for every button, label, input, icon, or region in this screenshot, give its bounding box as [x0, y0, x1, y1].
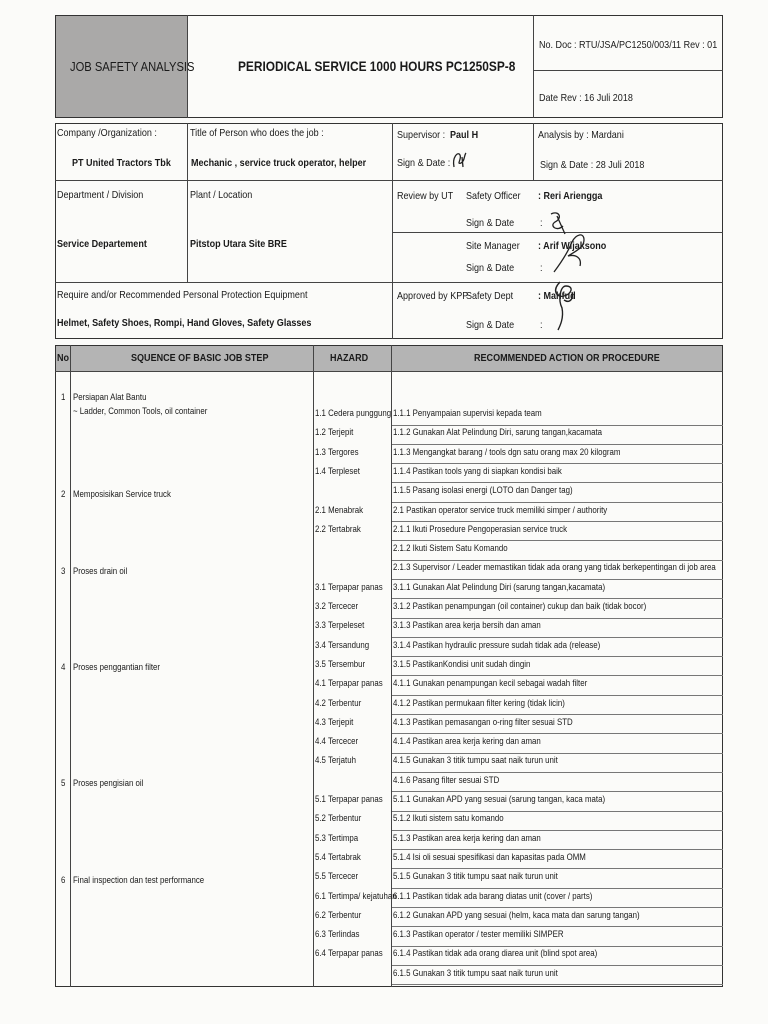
action-row-divider	[392, 695, 723, 696]
step-name: Proses pengisian oil	[73, 778, 144, 789]
col-header-hazard: HAZARD	[330, 352, 369, 364]
hazard-item: 2.1 Menabrak	[315, 504, 364, 516]
action-item: 3.1.3 Pastikan area kerja bersih dan aman	[393, 620, 541, 632]
supervisor-sign-date: Sign & Date :	[397, 157, 451, 169]
hazard-item: 3.2 Tercecer	[315, 601, 359, 612]
action-item: 6.1.4 Pastikan tidak ada orang diarea unit (blind spot area)	[393, 948, 598, 960]
hazard-item: 6.3 Terlindas	[315, 929, 360, 941]
action-row-divider	[392, 444, 723, 445]
action-item: 2.1 Pastikan operator service truck memiliki simper / authority	[393, 504, 608, 516]
hazard-item: 6.1 Tertimpa/ kejatuhan	[315, 890, 397, 902]
action-item: 4.1.3 Pastikan pemasangan o-ring filter sesuai STD	[393, 716, 573, 728]
action-row-divider	[392, 463, 723, 464]
hazard-item: 5.5 Tercecer	[315, 871, 359, 883]
action-item: 4.1.6 Pasang filter sesuai STD	[393, 774, 500, 786]
action-item: 2.1.1 Ikuti Prosedure Pengoperasian service truck	[393, 523, 568, 535]
step-name: Final inspection dan test performance	[73, 874, 205, 886]
info-box	[55, 123, 723, 339]
analysis-sign-date: Sign & Date : 28 Juli 2018	[540, 159, 645, 171]
hazard-item: 4.1 Terpapar panas	[315, 678, 383, 690]
hazard-item: 1.4 Terpleset	[315, 465, 360, 477]
action-item: 3.1.4 Pastikan hydraulic pressure sudah tidak ada (release)	[393, 639, 601, 651]
action-row-divider	[392, 791, 723, 792]
site-manager-label: Site Manager	[466, 240, 520, 252]
action-row-divider	[392, 984, 723, 985]
action-row-divider	[392, 656, 723, 657]
title-person-value: Mechanic , service truck operator, helper	[191, 157, 367, 169]
action-item: 6.1.1 Pastikan tidak ada barang diatas unit (cover / parts)	[393, 890, 593, 902]
site-manager-sign-label: Sign & Date	[466, 262, 515, 274]
department-label: Department / Division	[57, 189, 144, 201]
action-item: 2.1.2 Ikuti Sistem Satu Komando	[393, 543, 508, 555]
hazard-item: 2.2 Tertabrak	[315, 523, 361, 535]
action-item: 4.1.1 Gunakan penampungan kecil sebagai wadah filter	[393, 678, 588, 690]
action-item: 2.1.3 Supervisor / Leader memastikan tidak ada orang yang tidak berkepentingan di job area	[393, 562, 716, 574]
plant-label: Plant / Location	[190, 189, 253, 201]
action-row-divider	[392, 811, 723, 812]
safety-officer-sign-label: Sign & Date	[466, 217, 515, 229]
department-value: Service Departement	[57, 238, 147, 250]
step-name: Proses penggantian filter	[73, 662, 161, 674]
hazard-item: 5.2 Terbentur	[315, 813, 362, 825]
action-row-divider	[392, 753, 723, 754]
safety-dept-signature	[550, 278, 580, 332]
step-number: 4	[61, 662, 66, 674]
hazard-item: 5.1 Terpapar panas	[315, 794, 383, 805]
action-item: 1.1.3 Mengangkat barang / tools dgn satu orang max 20 kilogram	[393, 446, 621, 458]
safety-dept-sign-label: Sign & Date	[466, 319, 515, 331]
hazard-item: 4.3 Terjepit	[315, 716, 354, 728]
action-row-divider	[392, 618, 723, 619]
action-item: 4.1.5 Gunakan 3 titik tumpu saat naik turun unit	[393, 755, 558, 767]
company-label: Company /Organization :	[57, 127, 157, 139]
ppe-label: Require and/or Recommended Personal Protection Equipment	[57, 289, 308, 301]
action-row-divider	[392, 830, 723, 831]
site-manager-signature	[550, 228, 590, 276]
ppe-value: Helmet, Safety Shoes, Rompi, Hand Gloves, Safety Glasses	[57, 317, 312, 329]
safety-officer-label: Safety Officer	[466, 190, 521, 202]
action-row-divider	[392, 598, 723, 599]
step-number: 2	[61, 488, 66, 500]
step-number: 5	[61, 778, 66, 789]
analysis-by: Analysis by : Mardani	[538, 129, 624, 141]
action-item: 5.1.3 Pastikan area kerja kering dan aman	[393, 832, 541, 844]
hazard-item: 5.4 Tertabrak	[315, 851, 361, 863]
action-item: 6.1.5 Gunakan 3 titik tumpu saat naik turun unit	[393, 967, 558, 979]
hazard-item: 5.3 Tertimpa	[315, 832, 359, 844]
action-item: 4.1.2 Pastikan permukaan filter kering (tidak licin)	[393, 697, 565, 709]
hazard-item: 1.2 Terjepit	[315, 427, 354, 439]
hazard-item: 4.4 Tercecer	[315, 736, 359, 748]
action-row-divider	[392, 965, 723, 966]
col-header-action: RECOMMENDED ACTION OR PROCEDURE	[474, 352, 660, 364]
col-header-step: SQUENCE OF BASIC JOB STEP	[131, 352, 269, 364]
step-name: Memposisikan Service truck	[73, 488, 171, 500]
hazard-item: 4.2 Terbentur	[315, 697, 362, 709]
safety-officer-value: : Reri Ariengga	[538, 190, 603, 202]
site-manager-sign-colon: :	[540, 262, 543, 274]
title-person-label: Title of Person who does the job :	[190, 127, 324, 139]
step-name: Persiapan Alat Bantu	[73, 392, 147, 403]
action-row-divider	[392, 540, 723, 541]
step-number: 3	[61, 565, 66, 577]
hazard-item: 3.3 Terpeleset	[315, 620, 365, 632]
supervisor-signature	[448, 147, 472, 171]
action-item: 5.1.5 Gunakan 3 titik tumpu saat naik turun unit	[393, 871, 558, 883]
supervisor-value: Paul H	[450, 129, 479, 141]
action-item: 5.1.2 Ikuti sistem satu komando	[393, 813, 504, 825]
site-manager-value: : Arif Wijaksono	[538, 240, 607, 252]
action-row-divider	[392, 637, 723, 638]
action-item: 1.1.5 Pasang isolasi energi (LOTO dan Danger tag)	[393, 485, 573, 497]
action-row-divider	[392, 714, 723, 715]
action-row-divider	[392, 733, 723, 734]
step-number: 6	[61, 874, 66, 886]
review-by: Review by UT	[397, 190, 454, 202]
action-row-divider	[392, 907, 723, 908]
company-value: PT United Tractors Tbk	[72, 157, 171, 169]
action-item: 6.1.2 Gunakan APD yang sesuai (helm, kaca mata dan sarung tangan)	[393, 909, 640, 921]
safety-dept-value: : Mahfud	[538, 290, 576, 302]
hazard-item: 3.1 Terpapar panas	[315, 581, 383, 593]
action-row-divider	[392, 560, 723, 561]
action-item: 1.1.2 Gunakan Alat Pelindung Diri, sarung tangan,kacamata	[393, 427, 603, 439]
action-row-divider	[392, 849, 723, 850]
action-row-divider	[392, 482, 723, 483]
action-row-divider	[392, 425, 723, 426]
action-item: 6.1.3 Pastikan operator / tester memiliki SIMPER	[393, 929, 564, 941]
doc-number-label: No. Doc	[539, 39, 572, 51]
plant-value: Pitstop Utara Site BRE	[190, 238, 287, 250]
hazard-item: 1.1 Cedera punggung	[315, 408, 392, 419]
doc-number-value: : RTU/JSA/PC1250/003/11 Rev : 01	[574, 39, 718, 51]
step-name: Proses drain oil	[73, 565, 128, 577]
date-rev: Date Rev : 16 Juli 2018	[539, 92, 633, 104]
action-item: 3.1.1 Gunakan Alat Pelindung Diri (sarung tangan,kacamata)	[393, 581, 606, 593]
action-row-divider	[392, 521, 723, 522]
action-item: 3.1.5 PastikanKondisi unit sudah dingin	[393, 658, 531, 670]
col-header-no: No	[57, 352, 70, 364]
hazard-item: 6.2 Terbentur	[315, 909, 362, 921]
job-safety-analysis-title: JOB SAFETY ANALYSIS	[70, 59, 195, 74]
step-subtitle: ~ Ladder, Common Tools, oil container	[73, 406, 208, 417]
action-row-divider	[392, 772, 723, 773]
approved-by: Approved by KPP	[397, 290, 469, 302]
hazard-item: 1.3 Tergores	[315, 446, 359, 458]
hazard-item: 6.4 Terpapar panas	[315, 948, 383, 960]
action-row-divider	[392, 579, 723, 580]
step-number: 1	[61, 392, 66, 403]
supervisor-label: Supervisor :	[397, 129, 446, 141]
safety-dept-label: Safety Dept	[466, 290, 514, 302]
action-row-divider	[392, 888, 723, 889]
hazard-item: 4.5 Terjatuh	[315, 755, 356, 767]
action-row-divider	[392, 675, 723, 676]
action-item: 5.1.1 Gunakan APD yang sesuai (sarung tangan, kaca mata)	[393, 794, 606, 805]
safety-officer-sign-colon: :	[540, 217, 543, 229]
action-item: 1.1.1 Penyampaian supervisi kepada team	[393, 408, 542, 419]
action-row-divider	[392, 868, 723, 869]
action-row-divider	[392, 946, 723, 947]
action-item: 3.1.2 Pastikan penampungan (oil container) cukup dan baik (tidak bocor)	[393, 601, 647, 612]
document-title: PERIODICAL SERVICE 1000 HOURS PC1250SP-8	[238, 58, 516, 74]
action-item: 1.1.4 Pastikan tools yang di siapkan kondisi baik	[393, 465, 562, 477]
safety-dept-sign-colon: :	[540, 319, 543, 331]
action-item: 5.1.4 Isi oli sesuai spesifikasi dan kapasitas pada OMM	[393, 851, 586, 863]
hazard-item: 3.4 Tersandung	[315, 639, 370, 651]
action-row-divider	[392, 502, 723, 503]
action-item: 4.1.4 Pastikan area kerja kering dan aman	[393, 736, 541, 748]
action-row-divider	[392, 926, 723, 927]
hazard-item: 3.5 Tersembur	[315, 658, 366, 670]
